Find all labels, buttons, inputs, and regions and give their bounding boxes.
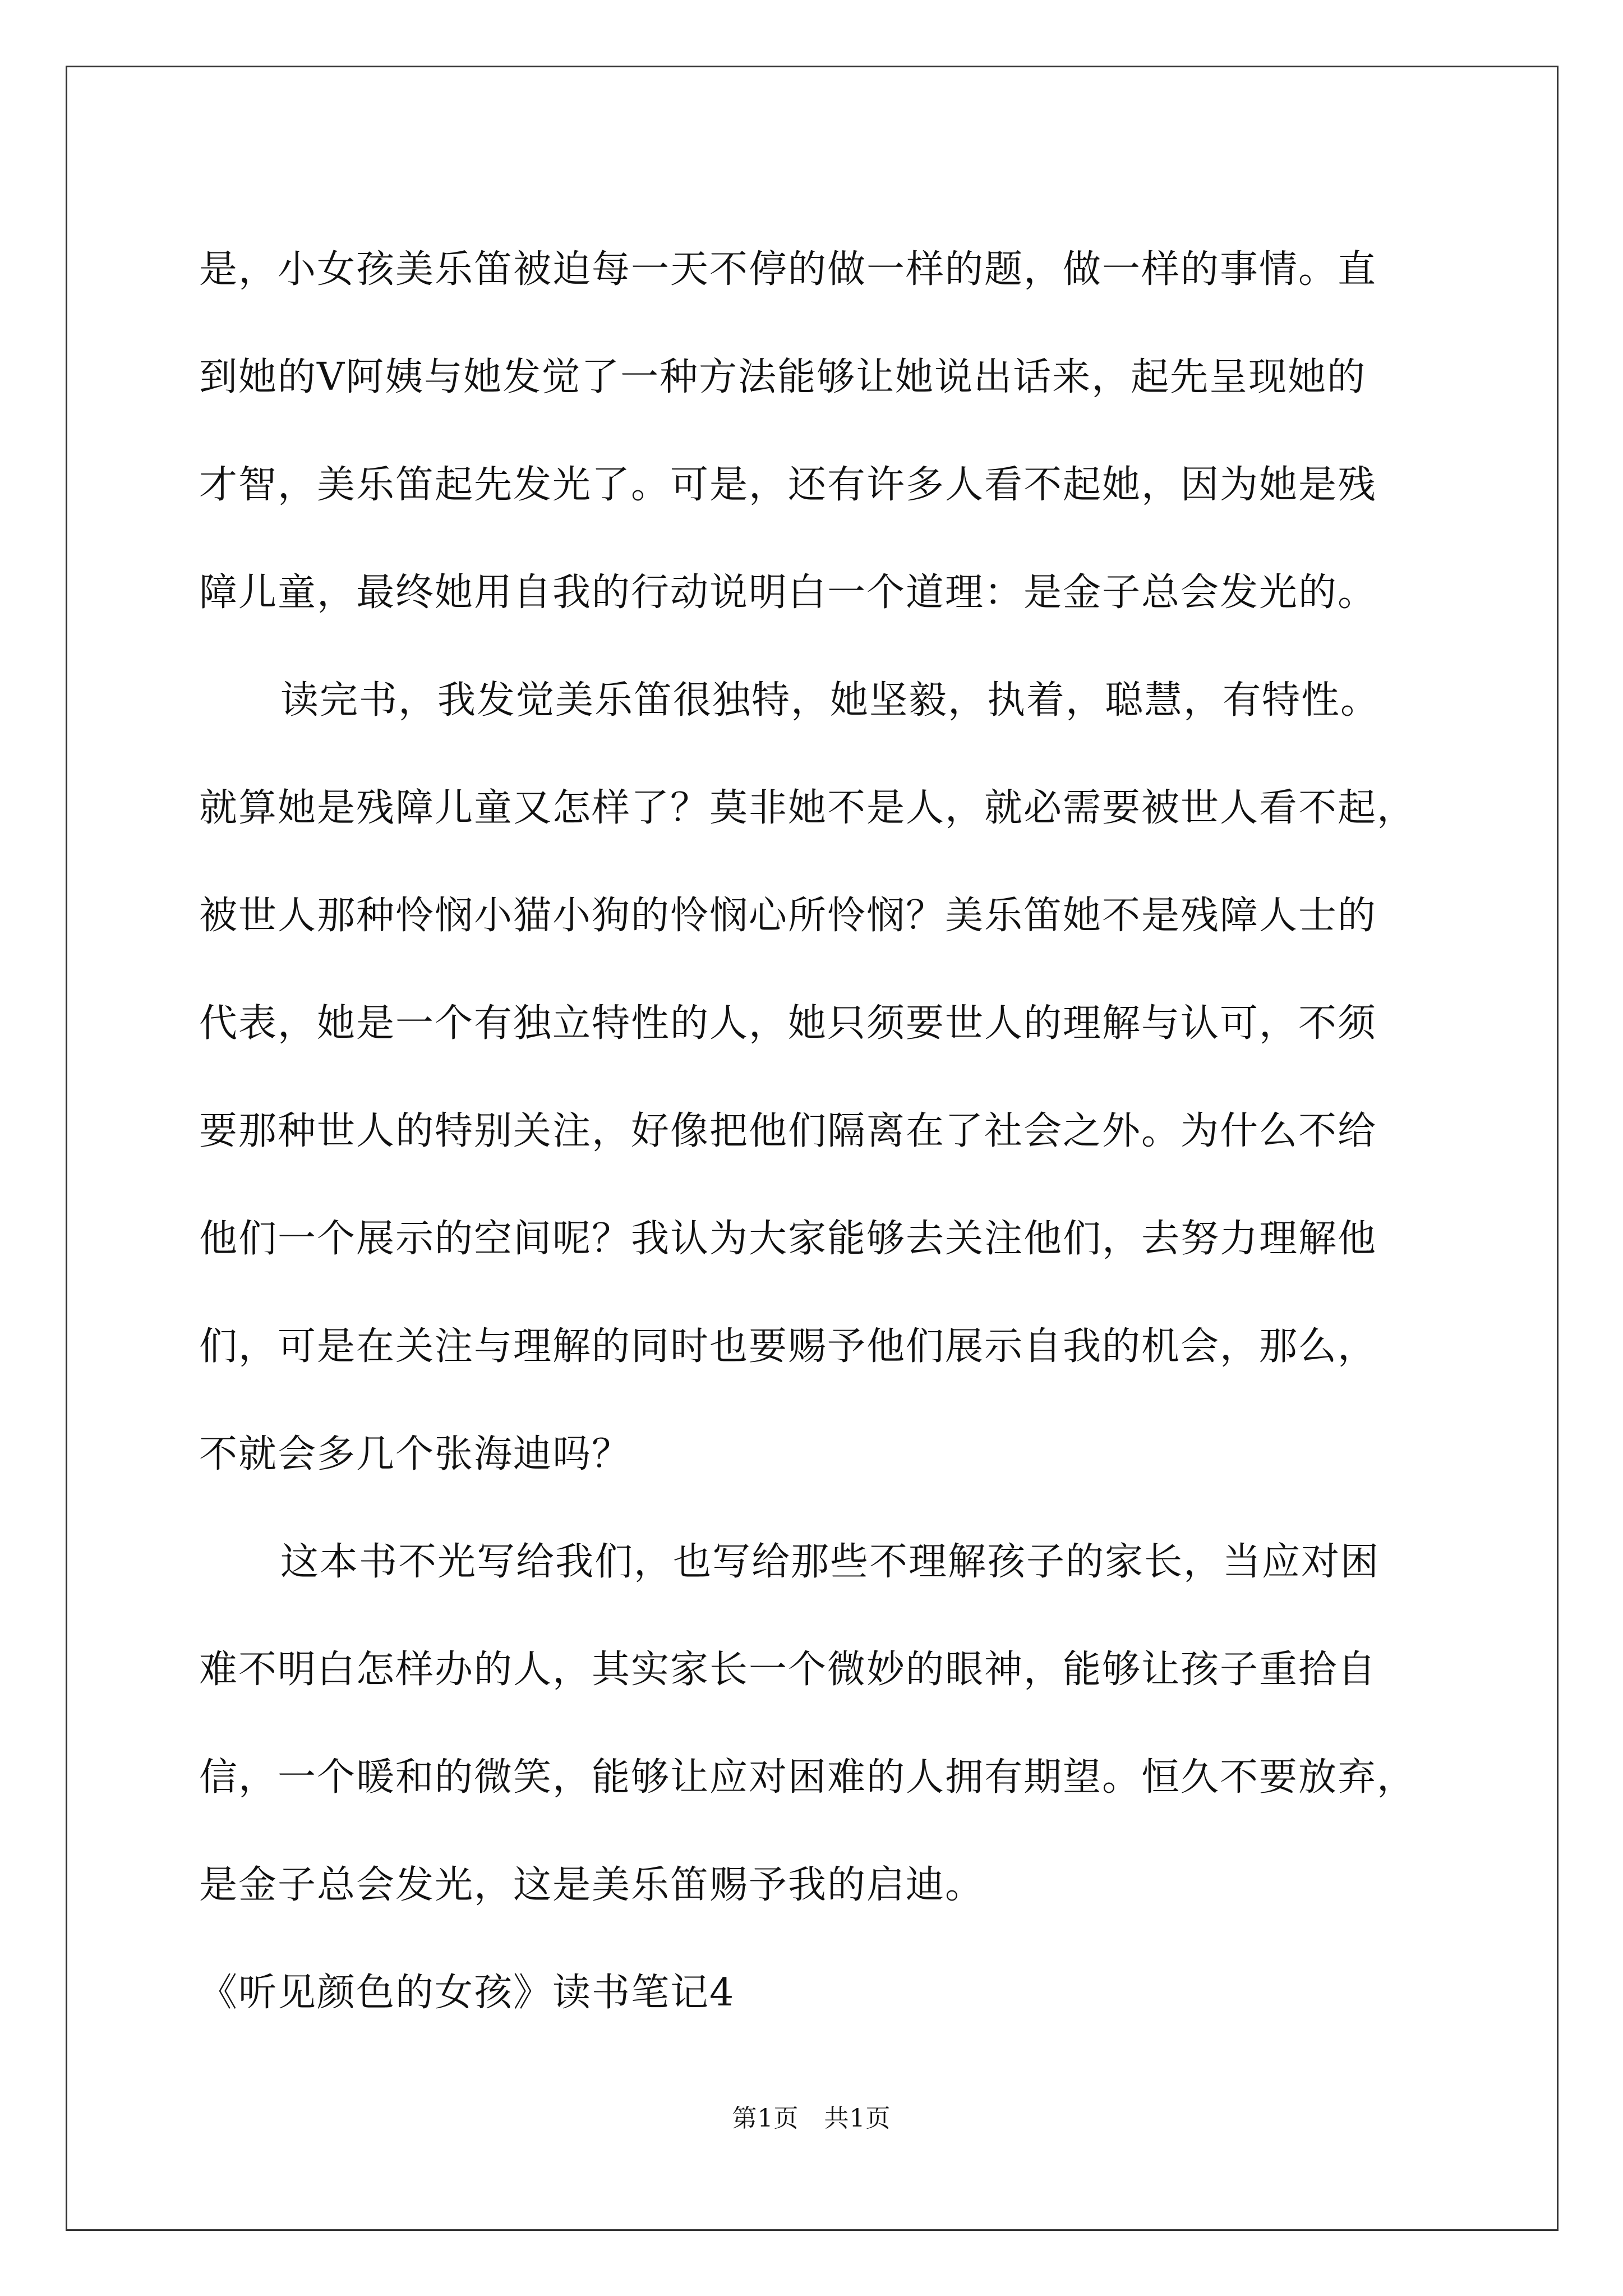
text-line: 难不明白怎样办的人，其实家长一个微妙的眼神，能够让孩子重拾自: [199, 1648, 1377, 1692]
text-line: 障儿童，最终她用自我的行动说明白一个道理：是金子总会发光的。: [199, 570, 1377, 615]
text-line: 信，一个暖和的微笑，能够让应对困难的人拥有期望。恒久不要放弃，: [199, 1755, 1417, 1800]
document-body: [199, 216, 1438, 2047]
text-line: 他们一个展示的空间呢？我认为大家能够去关注他们，去努力理解他: [199, 1217, 1377, 1261]
text-line: 代表，她是一个有独立特性的人，她只须要世人的理解与认可，不须: [199, 1001, 1377, 1046]
section-heading: 《听见颜色的女孩》读书笔记4: [199, 1971, 735, 2015]
text-line: 到她的V阿姨与她发觉了一种方法能够让她说出话来，起先呈现她的: [199, 355, 1367, 399]
text-line: 要那种世人的特别关注，好像把他们隔离在了社会之外。为什么不给: [199, 1109, 1377, 1153]
text-line: 就算她是残障儿童又怎样了？莫非她不是人，就必需要被世人看不起，: [199, 786, 1417, 830]
paragraph-first-line: 这本书不光写给我们，也写给那些不理解孩子的家长，当应对困: [280, 1540, 1380, 1584]
text-line: 们，可是在关注与理解的同时也要赐予他们展示自我的机会，那么，: [199, 1324, 1377, 1369]
text-line: 被世人那种怜悯小猫小狗的怜悯心所怜悯？美乐笛她不是残障人士的: [199, 894, 1377, 938]
text-line: 是金子总会发光，这是美乐笛赐予我的启迪。: [199, 1863, 985, 1907]
text-line: 是，小女孩美乐笛被迫每一天不停的做一样的题，做一样的事情。直: [199, 247, 1377, 292]
text-line: 才智，美乐笛起先发光了。可是，还有许多人看不起她，因为她是残: [199, 463, 1377, 507]
page-footer: 第1页 共1页: [732, 2104, 891, 2133]
paragraph-first-line: 读完书，我发觉美乐笛很独特，她坚毅，执着，聪慧，有特性。: [280, 678, 1380, 723]
text-line: 不就会多几个张海迪吗？: [199, 1432, 631, 1476]
